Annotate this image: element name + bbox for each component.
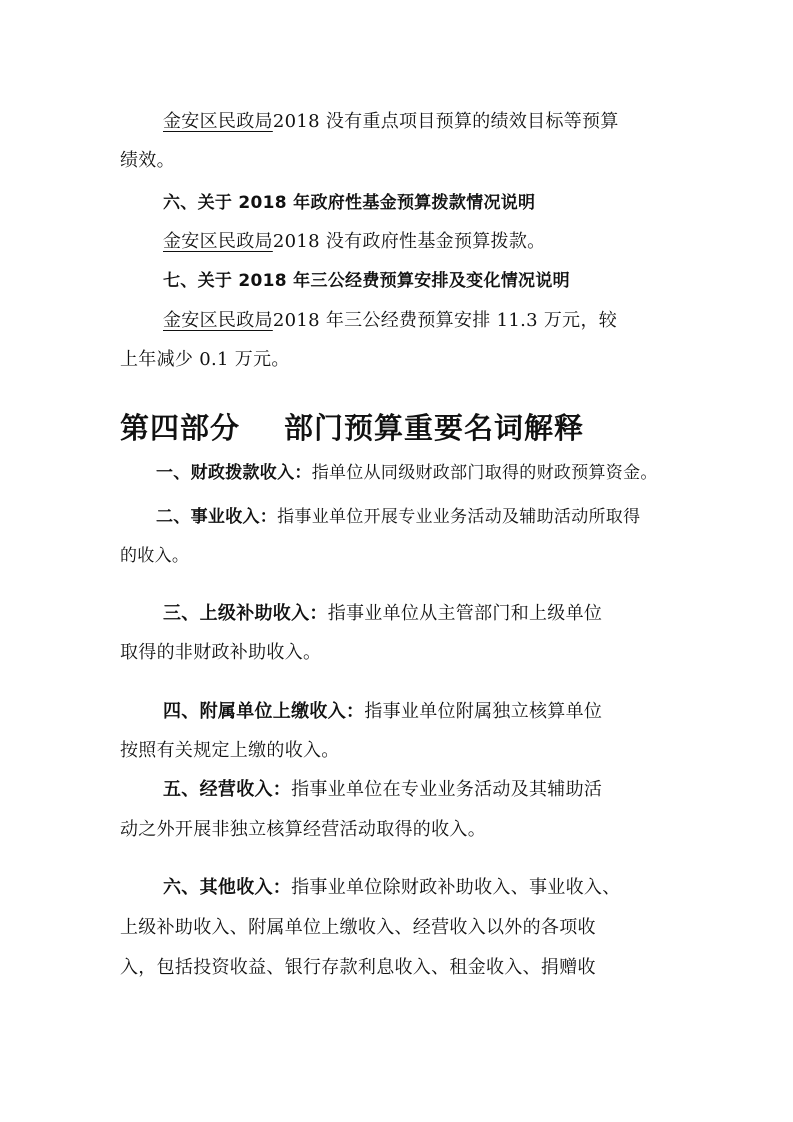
term-6-line1 — [163, 876, 621, 900]
term-definition: 指事业单位在专业业务活动及其辅助活 — [291, 779, 603, 800]
paragraph-text: 2018 没有政府性基金预算拨款。 — [272, 231, 546, 252]
term-label: 二、事业收入： — [156, 507, 278, 527]
term-label: 四、附属单位上缴收入： — [163, 701, 365, 722]
org-name: 金安区民政局 — [163, 310, 273, 331]
term-4-line1 — [163, 700, 602, 724]
term-5-line2: 动之外开展非独立核算经营活动取得的收入。 — [120, 819, 486, 840]
term-label: 六、其他收入： — [163, 877, 292, 898]
section-7-body-line1 — [163, 309, 617, 333]
section-7-body-line2 — [120, 348, 290, 372]
term-3-line1 — [163, 602, 602, 626]
term-1 — [156, 461, 658, 485]
section-6-title: 六、关于 2018 年政府性基金预算拨款情况说明 — [163, 193, 536, 213]
term-2-line2: 的收入。 — [120, 546, 190, 566]
term-4-line2: 按照有关规定上缴的收入。 — [120, 740, 340, 761]
term-label: 五、经营收入： — [163, 779, 292, 800]
term-definition: 指事业单位开展专业业务活动及辅助活动所取得 — [277, 507, 641, 527]
part-4-heading — [120, 410, 584, 446]
term-definition: 指事业单位从主管部门和上级单位 — [327, 603, 603, 624]
term-5-line1 — [163, 778, 602, 802]
paragraph-performance-line1 — [163, 110, 619, 134]
paragraph-text: 2018 年三公经费预算安排 11.3 万元，较 — [272, 310, 618, 331]
term-label: 三、上级补助收入： — [163, 603, 328, 624]
term-3-line2: 取得的非财政补助收入。 — [120, 642, 322, 663]
paragraph-performance-line2 — [120, 149, 175, 173]
org-name: 金安区民政局 — [163, 231, 273, 252]
term-definition: 指事业单位附属独立核算单位 — [364, 701, 603, 722]
term-2-line1 — [156, 505, 640, 529]
section-7-title: 七、关于 2018 年三公经费预算安排及变化情况说明 — [163, 271, 570, 291]
term-6-line2: 上级补助收入、附属单位上缴收入、经营收入以外的各项收 — [120, 917, 596, 938]
paragraph-text: 2018 没有重点项目预算的绩效目标等预算 — [272, 111, 619, 132]
heading-part: 第四部分 — [120, 411, 241, 445]
section-6-body — [163, 230, 545, 254]
paragraph-text: 绩效。 — [120, 150, 175, 171]
paragraph-text: 上年减少 0.1 万元。 — [120, 349, 290, 370]
term-definition: 指单位从同级财政部门取得的财政预算资金。 — [311, 463, 658, 483]
term-6-line3: 入，包括投资收益、银行存款利息收入、租金收入、捐赠收 — [120, 957, 596, 978]
org-name: 金安区民政局 — [163, 111, 273, 132]
heading-title: 部门预算重要名词解释 — [284, 411, 585, 445]
term-label: 一、财政拨款收入： — [156, 463, 312, 483]
term-definition: 指事业单位除财政补助收入、事业收入、 — [291, 877, 621, 898]
